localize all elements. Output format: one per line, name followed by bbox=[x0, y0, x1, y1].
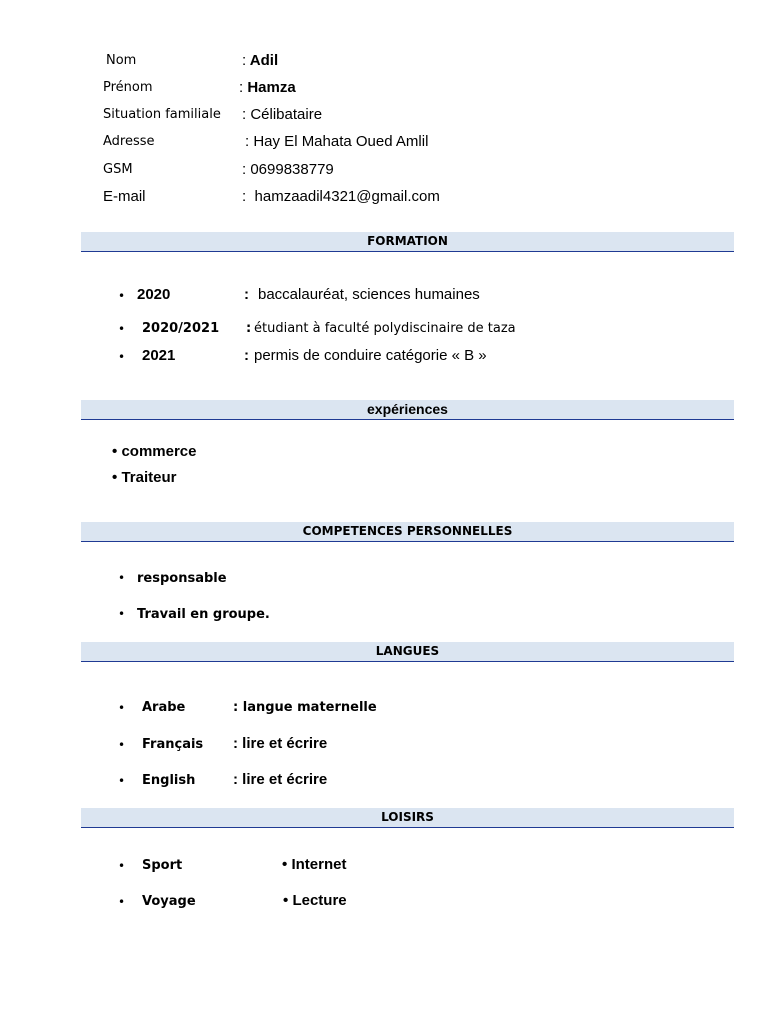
formation-year: 2021 bbox=[142, 347, 176, 364]
separator: : bbox=[245, 133, 250, 150]
experience-label: Traiteur bbox=[121, 469, 177, 486]
separator: : bbox=[233, 735, 238, 752]
gsm-value-row bbox=[242, 161, 334, 178]
langue-name: Français bbox=[142, 737, 204, 752]
bullet-icon: • bbox=[118, 701, 126, 715]
situation-label: Situation familiale bbox=[103, 107, 221, 122]
formation-text: baccalauréat, sciences humaines bbox=[258, 286, 480, 303]
langue-level: langue maternelle bbox=[242, 700, 377, 715]
experience-label: commerce bbox=[121, 443, 197, 460]
prenom-value-row bbox=[239, 79, 296, 96]
nom-value: Adil bbox=[249, 52, 279, 69]
gsm-label: GSM bbox=[103, 162, 133, 177]
loisir-label: Lecture bbox=[292, 892, 347, 909]
adresse-value: Hay El Mahata Oued Amlil bbox=[253, 133, 429, 150]
section-header-competences: COMPETENCES PERSONNELLES bbox=[81, 522, 734, 542]
separator: : bbox=[233, 771, 238, 788]
separator: : bbox=[239, 79, 244, 96]
separator: : bbox=[242, 52, 247, 69]
section-header-formation: FORMATION bbox=[81, 232, 734, 252]
prenom-label: Prénom bbox=[103, 80, 153, 95]
prenom-value: Hamza bbox=[247, 79, 296, 96]
competence-label: responsable bbox=[137, 571, 227, 586]
loisir-label: Voyage bbox=[142, 894, 196, 909]
formation-colon: : bbox=[244, 286, 249, 303]
section-header-loisirs: LOISIRS bbox=[81, 808, 734, 828]
bullet-icon: • bbox=[118, 895, 126, 909]
separator: : bbox=[242, 161, 247, 178]
bullet-icon: • bbox=[118, 607, 126, 621]
loisir-label: Sport bbox=[142, 858, 183, 873]
formation-text: permis de conduire catégorie « B » bbox=[254, 347, 487, 364]
langue-level-row bbox=[233, 735, 327, 752]
loisir-item bbox=[283, 892, 347, 909]
langue-level: lire et écrire bbox=[242, 735, 328, 752]
formation-year: 2020 bbox=[137, 286, 171, 303]
bullet-icon: • bbox=[118, 774, 126, 788]
langue-level: lire et écrire bbox=[242, 771, 328, 788]
gsm-value: 0699838779 bbox=[250, 161, 334, 178]
formation-year: 2020/2021 bbox=[142, 321, 220, 336]
formation-colon: : bbox=[244, 347, 249, 364]
bullet-icon: • bbox=[118, 289, 126, 303]
formation-colon: : bbox=[246, 321, 252, 336]
nom-label: Nom bbox=[106, 53, 137, 68]
adresse-value-row bbox=[245, 133, 428, 150]
langue-level-row bbox=[233, 700, 377, 715]
separator: : bbox=[233, 700, 239, 715]
competence-label: Travail en groupe. bbox=[137, 607, 270, 622]
adresse-label: Adresse bbox=[103, 134, 155, 149]
bullet-icon: • bbox=[283, 892, 289, 909]
bullet-icon: • bbox=[112, 443, 118, 460]
bullet-icon: • bbox=[282, 856, 288, 873]
bullet-icon: • bbox=[118, 350, 126, 364]
situation-value-row bbox=[242, 106, 322, 123]
loisir-label: Internet bbox=[291, 856, 347, 873]
bullet-icon: • bbox=[118, 322, 126, 336]
formation-text: étudiant à faculté polydiscinaire de taza bbox=[254, 321, 516, 336]
list-item bbox=[112, 469, 176, 486]
loisir-item bbox=[282, 856, 346, 873]
separator: : bbox=[242, 106, 247, 123]
nom-value-row bbox=[242, 52, 278, 69]
section-header-experiences: expériences bbox=[81, 400, 734, 420]
situation-value: Célibataire bbox=[250, 106, 323, 123]
langue-name: English bbox=[142, 773, 196, 788]
bullet-icon: • bbox=[118, 571, 126, 585]
bullet-icon: • bbox=[118, 859, 126, 873]
bullet-icon: • bbox=[112, 469, 118, 486]
list-item bbox=[112, 443, 196, 460]
langue-level-row bbox=[233, 771, 327, 788]
email-value: hamzaadil4321@gmail.com bbox=[254, 188, 440, 205]
section-header-langues: LANGUES bbox=[81, 642, 734, 662]
email-value-row bbox=[242, 188, 440, 205]
email-label: E-mail bbox=[103, 188, 146, 205]
separator: : bbox=[242, 188, 247, 205]
bullet-icon: • bbox=[118, 738, 126, 752]
langue-name: Arabe bbox=[142, 700, 186, 715]
